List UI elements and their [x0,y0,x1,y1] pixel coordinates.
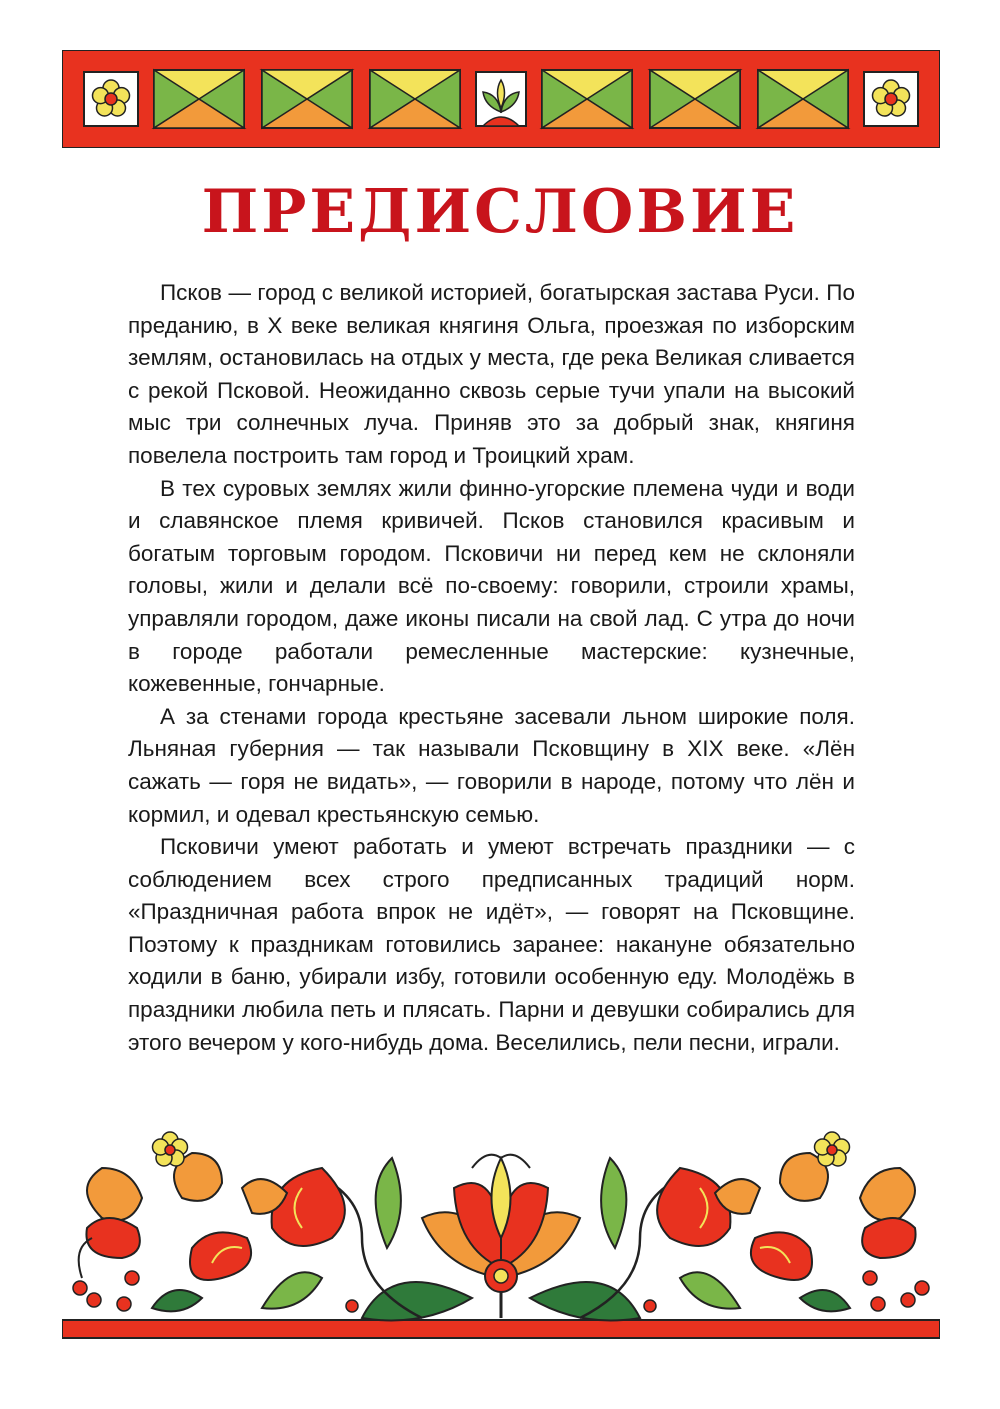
paragraph: А за стенами города крестьяне засевали льном широкие поля. Льняная губерния — так называли Псковщину в XIX веке. «Лён сажать — горя не видать», — говорили в народе, потому что лён и кормил, и одевал крестьянскую семью. [128,703,855,827]
envelope-tile [542,70,632,128]
envelope-tile [262,70,352,128]
flower-icon [864,72,918,126]
paragraph: В тех суровых землях жили финно-угорские племена чуди и води и славянское племя кривичей. Псков становился красивым и богатым торговым городом. Псковичи ни перед кем не склоняли головы, жили и делали всё по-своему: говорили, строили храмы, управляли городом, даже иконы писали на свой лад. С утра до ночи в городе работали ремесленные мастерские: кузнечные, кожевенные, гончарные. [128,475,855,697]
body-text [128,277,855,1059]
envelope-tile [758,70,848,128]
paragraph: Псковичи умеют работать и умеют встречать праздники — с соблюдением всех строго предписанных традиций норм. «Праздничная работа впрок не идёт», — говорят на Псковщине. Поэтому к праздникам готовились заранее: накануне обязательно ходили в баню, убирали избу, готовили особенную еду. Молодёжь в праздники любила петь и плясать. Парни и девушки собирались для этого вечером у кого-нибудь дома. Веселились, пели песни, играли. [128,834,855,1055]
top-decorative-border [62,50,940,148]
paragraph: Псков — город с великой историей, богатырская застава Руси. По преданию, в X веке великая княгиня Ольга, проезжая по изборским землям, остановилась на отдых у места, где река Великая сливается с рекой Псковой. Неожиданно сквозь серые тучи упали на высокий мыс три солнечных луча. Приняв это за добрый знак, княгиня повелела построить там город и Троицкий храм. [128,280,855,468]
folk-flower-ornament [62,1128,940,1343]
envelope-tile [154,70,244,128]
envelope-tile [650,70,740,128]
flower-icon [84,72,138,126]
envelope-tile [370,70,460,128]
page-title: ПРЕДИСЛОВИЕ [201,177,799,247]
leaf-sprout-icon [476,72,526,126]
